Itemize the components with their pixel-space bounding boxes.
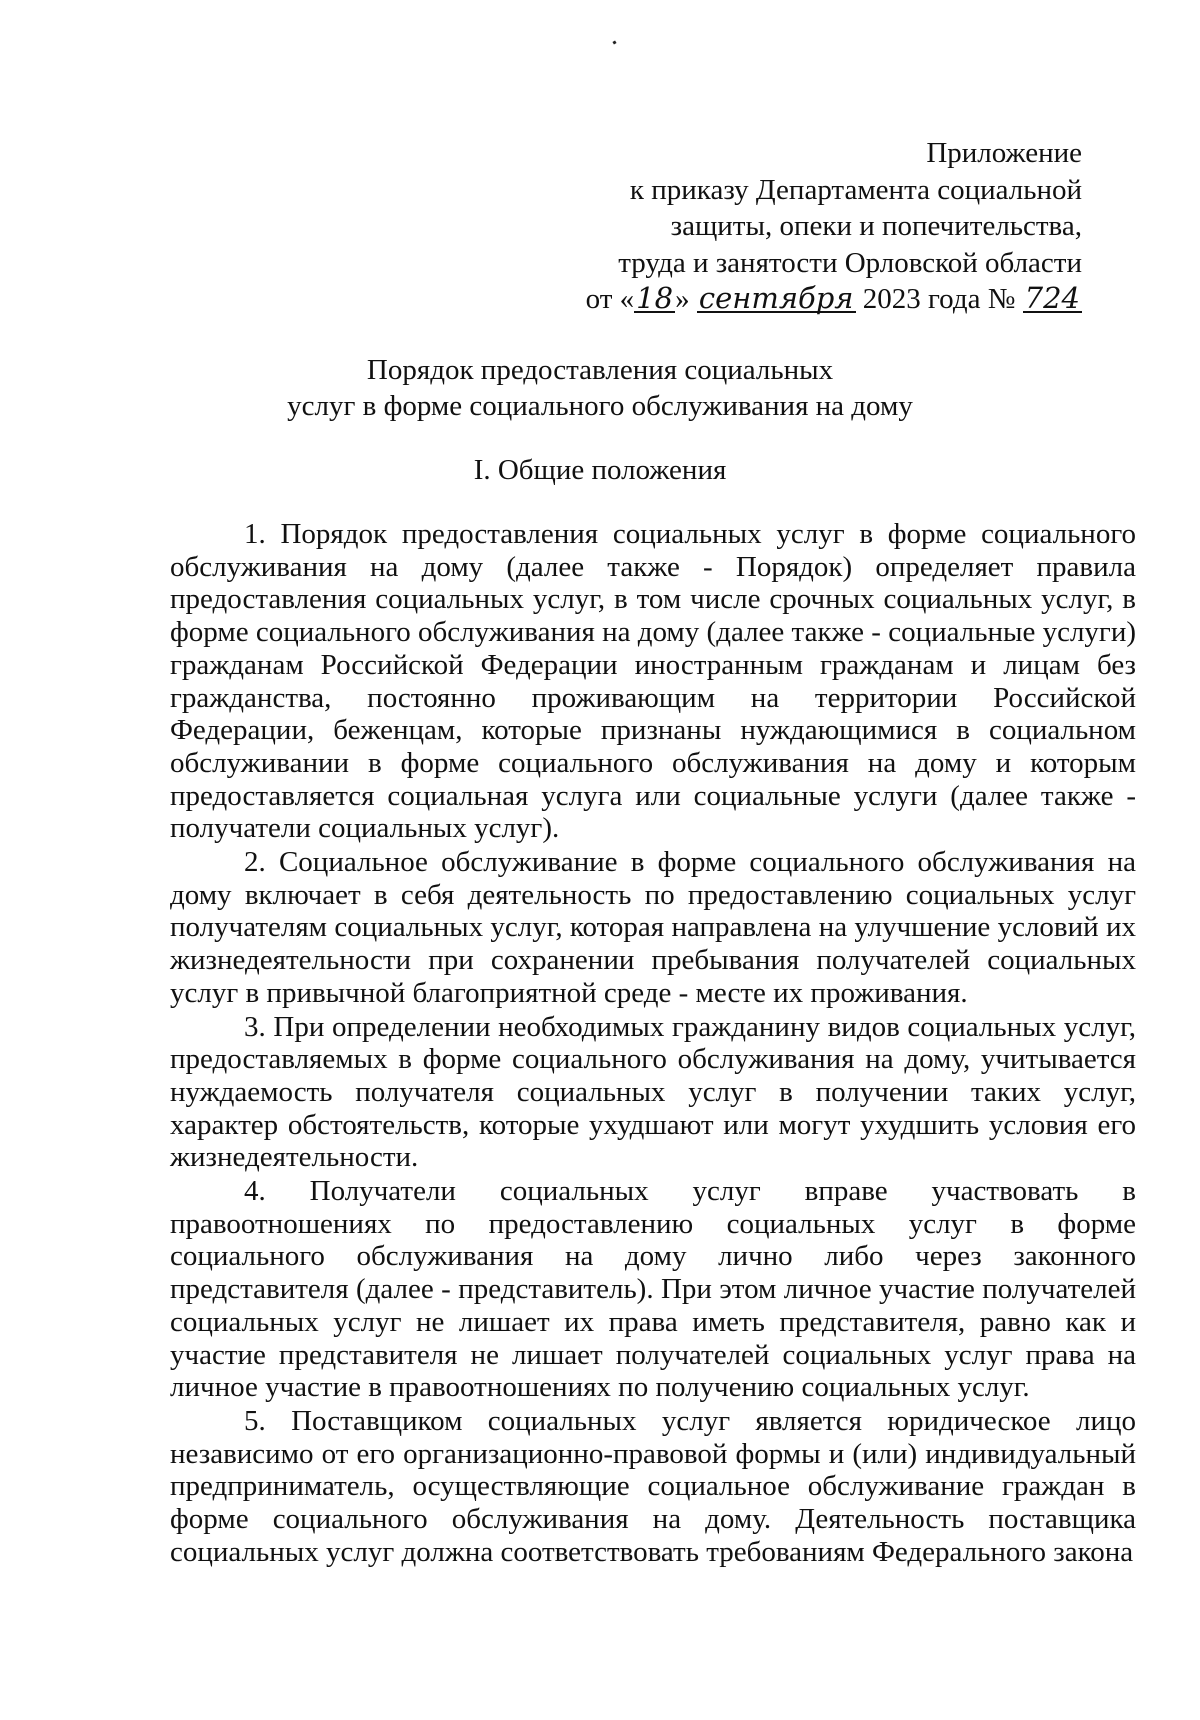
date-prefix: от « xyxy=(585,283,635,315)
appendix-line-2: к приказу Департамента социальной xyxy=(629,173,1082,206)
paragraph-5: 5. Поставщиком социальных услуг является юридическое лицо независимо от его организационно-правовой формы и (или) индивидуальный предприниматель, осуществляющие социальное обслуживание граждан в форме социального обслуживания на дому. Деятельность поставщика социальных услуг должна соответствовать требованиям Федерального закона xyxy=(170,1404,1136,1568)
scan-speck xyxy=(612,40,616,44)
paragraph-2: 2. Социальное обслуживание в форме социального обслуживания на дому включает в себя деятельность по предоставлению социальных услуг получателям социальных услуг, которая направлена на улучшение условий их жизнедеятельности при сохранении пребывания получателей социальных услуг в привычной благоприятной среде - месте их проживания. xyxy=(170,846,1136,1009)
appendix-line-3: защиты, опеки и попечительства, xyxy=(670,210,1082,242)
section-heading: I. Общие положения xyxy=(473,454,727,486)
appendix-line-4: труда и занятости Орловской области xyxy=(618,246,1082,279)
title-line-1: Порядок предоставления социальных xyxy=(366,354,834,386)
handwritten-order-number: 724 xyxy=(1024,281,1080,315)
appendix-header xyxy=(586,135,1082,318)
document-body xyxy=(170,518,1136,1570)
year-text: 2023 года № xyxy=(855,283,1023,315)
paragraph-1: 1. Порядок предоставления социальных услуг в форме социального обслуживания на дому (далее также - Порядок) определяет правила предоставления социальных услуг, в том числе срочных социальных услуг, в форме социального обслуживания на дому (далее также - социальные услуги) гражданам Российской Федерации иностранным гражданам и лицам без гражданства, постоянно проживающим на территории Российской Федерации, беженцам, которые признаны нуждающимися в социальном обслуживании в форме социального обслуживания на дому и которым предоставляется социальная услуга или социальные услуги (далее также - получатели социальных услуг). xyxy=(170,518,1136,845)
appendix-date-line xyxy=(586,281,1082,318)
appendix-line-1: Приложение xyxy=(926,137,1082,169)
date-mid: » xyxy=(675,283,697,315)
paragraph-3: 3. При определении необходимых гражданину видов социальных услуг, предоставляемых в форме социального обслуживания на дому, учитывается нуждаемость получателя социальных услуг в получении таких услуг, характер обстоятельств, которые ухудшают или могут ухудшить условия его жизнедеятельности. xyxy=(170,1010,1136,1174)
handwritten-day: 18 xyxy=(636,281,674,315)
title-line-2: услуг в форме социального обслуживания на дому xyxy=(287,390,913,422)
handwritten-month: сентября xyxy=(698,281,854,315)
document-title xyxy=(0,352,1200,424)
paragraph-4: 4. Получатели социальных услуг вправе участвовать в правоотношениях по предоставлению социальных услуг в форме социального обслуживания на дому лично либо через законного представителя (далее - представитель). При этом личное участие получателей социальных услуг не лишает их права иметь представителя, равно как и участие представителя не лишает получателей социальных услуг права на личное участие в правоотношениях по получению социальных услуг. xyxy=(170,1175,1136,1404)
